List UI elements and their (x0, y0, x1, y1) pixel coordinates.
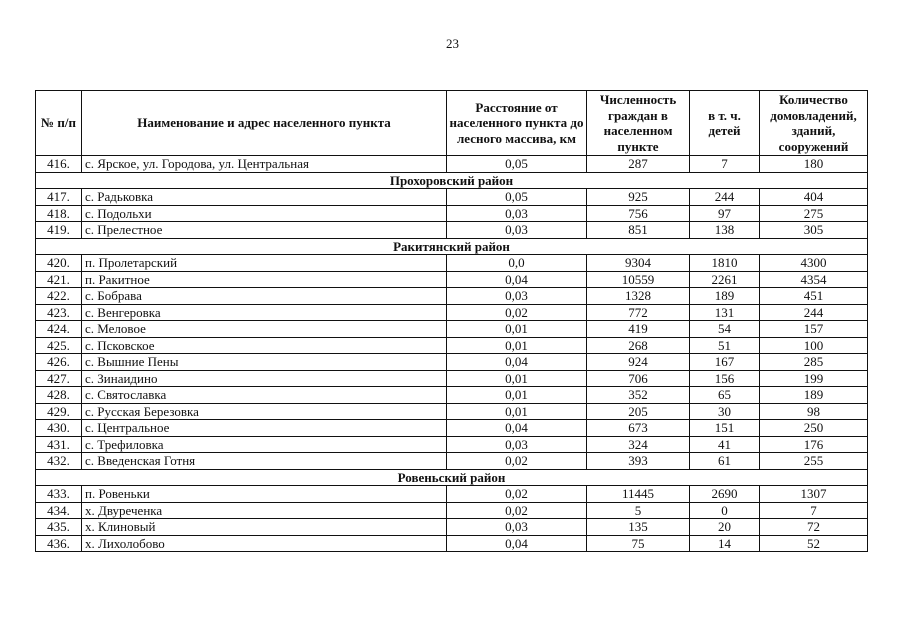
distance-cell: 0,05 (447, 189, 587, 206)
settlement-name: х. Двуреченка (82, 502, 447, 519)
population-cell: 851 (587, 222, 690, 239)
population-cell: 673 (587, 420, 690, 437)
header-num: № п/п (36, 91, 82, 156)
distance-cell: 0,01 (447, 370, 587, 387)
children-cell: 51 (690, 337, 760, 354)
settlement-name: с. Святославка (82, 387, 447, 404)
households-cell: 285 (760, 354, 868, 371)
settlement-name: с. Трефиловка (82, 436, 447, 453)
population-cell: 11445 (587, 486, 690, 503)
households-cell: 157 (760, 321, 868, 338)
households-cell: 72 (760, 519, 868, 536)
row-number: 427. (36, 370, 82, 387)
children-cell: 7 (690, 156, 760, 173)
households-cell: 1307 (760, 486, 868, 503)
distance-cell: 0,0 (447, 255, 587, 272)
row-number: 419. (36, 222, 82, 239)
row-number: 426. (36, 354, 82, 371)
header-name: Наименование и адрес населенного пункта (82, 91, 447, 156)
table-row (36, 271, 868, 288)
distance-cell: 0,03 (447, 519, 587, 536)
table-row (36, 370, 868, 387)
distance-cell: 0,03 (447, 222, 587, 239)
children-cell: 2690 (690, 486, 760, 503)
settlement-name: с. Введенская Готня (82, 453, 447, 470)
settlement-name: с. Псковское (82, 337, 447, 354)
table-row (36, 321, 868, 338)
households-cell: 98 (760, 403, 868, 420)
distance-cell: 0,04 (447, 354, 587, 371)
distance-cell: 0,05 (447, 156, 587, 173)
table-row (36, 189, 868, 206)
district-name: Ракитянский район (36, 238, 868, 255)
households-cell: 404 (760, 189, 868, 206)
settlement-name: х. Клиновый (82, 519, 447, 536)
population-cell: 268 (587, 337, 690, 354)
row-number: 431. (36, 436, 82, 453)
distance-cell: 0,04 (447, 271, 587, 288)
settlement-name: с. Радьковка (82, 189, 447, 206)
district-header-row (36, 469, 868, 486)
children-cell: 14 (690, 535, 760, 552)
table-row (36, 255, 868, 272)
table-row (36, 205, 868, 222)
header-distance: Расстояние от населенного пункта до лесного массива, км (447, 91, 587, 156)
table-row (36, 304, 868, 321)
distance-cell: 0,01 (447, 403, 587, 420)
distance-cell: 0,02 (447, 453, 587, 470)
row-number: 430. (36, 420, 82, 437)
distance-cell: 0,01 (447, 387, 587, 404)
settlement-name: п. Ровеньки (82, 486, 447, 503)
row-number: 428. (36, 387, 82, 404)
table-row (36, 436, 868, 453)
row-number: 422. (36, 288, 82, 305)
population-cell: 287 (587, 156, 690, 173)
children-cell: 244 (690, 189, 760, 206)
households-cell: 189 (760, 387, 868, 404)
table-row (36, 337, 868, 354)
population-cell: 9304 (587, 255, 690, 272)
settlement-name: с. Ярское, ул. Городова, ул. Центральная (82, 156, 447, 173)
population-cell: 393 (587, 453, 690, 470)
population-cell: 772 (587, 304, 690, 321)
table-row (36, 535, 868, 552)
distance-cell: 0,04 (447, 535, 587, 552)
households-cell: 7 (760, 502, 868, 519)
households-cell: 244 (760, 304, 868, 321)
table-body (36, 156, 868, 552)
households-cell: 199 (760, 370, 868, 387)
distance-cell: 0,03 (447, 288, 587, 305)
distance-cell: 0,03 (447, 205, 587, 222)
table-row (36, 519, 868, 536)
table-row (36, 420, 868, 437)
children-cell: 61 (690, 453, 760, 470)
population-cell: 925 (587, 189, 690, 206)
population-cell: 75 (587, 535, 690, 552)
table-header (36, 91, 868, 156)
table-row (36, 502, 868, 519)
settlement-name: с. Русская Березовка (82, 403, 447, 420)
population-cell: 324 (587, 436, 690, 453)
settlement-name: с. Венгеровка (82, 304, 447, 321)
children-cell: 20 (690, 519, 760, 536)
households-cell: 250 (760, 420, 868, 437)
population-cell: 1328 (587, 288, 690, 305)
population-cell: 135 (587, 519, 690, 536)
header-children: в т. ч. детей (690, 91, 760, 156)
children-cell: 138 (690, 222, 760, 239)
distance-cell: 0,02 (447, 304, 587, 321)
header-population: Численность граждан в населенном пункте (587, 91, 690, 156)
settlement-name: с. Прелестное (82, 222, 447, 239)
settlement-name: с. Подольхи (82, 205, 447, 222)
children-cell: 30 (690, 403, 760, 420)
row-number: 433. (36, 486, 82, 503)
children-cell: 54 (690, 321, 760, 338)
row-number: 432. (36, 453, 82, 470)
header-households: Количество домовладений, зданий, сооружений (760, 91, 868, 156)
table-row (36, 403, 868, 420)
children-cell: 65 (690, 387, 760, 404)
distance-cell: 0,01 (447, 321, 587, 338)
population-cell: 419 (587, 321, 690, 338)
table-row (36, 354, 868, 371)
households-cell: 180 (760, 156, 868, 173)
distance-cell: 0,02 (447, 502, 587, 519)
children-cell: 2261 (690, 271, 760, 288)
header-row (36, 91, 868, 156)
row-number: 435. (36, 519, 82, 536)
children-cell: 189 (690, 288, 760, 305)
households-cell: 52 (760, 535, 868, 552)
distance-cell: 0,02 (447, 486, 587, 503)
table-row (36, 156, 868, 173)
children-cell: 97 (690, 205, 760, 222)
households-cell: 451 (760, 288, 868, 305)
row-number: 429. (36, 403, 82, 420)
row-number: 434. (36, 502, 82, 519)
district-name: Ровеньский район (36, 469, 868, 486)
population-cell: 10559 (587, 271, 690, 288)
population-cell: 706 (587, 370, 690, 387)
district-header-row (36, 172, 868, 189)
table-row (36, 222, 868, 239)
table-row (36, 387, 868, 404)
row-number: 420. (36, 255, 82, 272)
distance-cell: 0,01 (447, 337, 587, 354)
settlement-name: с. Бобрава (82, 288, 447, 305)
households-cell: 255 (760, 453, 868, 470)
children-cell: 167 (690, 354, 760, 371)
population-cell: 5 (587, 502, 690, 519)
district-header-row (36, 238, 868, 255)
households-cell: 100 (760, 337, 868, 354)
households-cell: 4354 (760, 271, 868, 288)
settlement-name: п. Ракитное (82, 271, 447, 288)
settlements-table (35, 90, 868, 552)
population-cell: 924 (587, 354, 690, 371)
settlement-name: с. Вышние Пены (82, 354, 447, 371)
table-row (36, 486, 868, 503)
row-number: 425. (36, 337, 82, 354)
settlement-name: с. Зинаидино (82, 370, 447, 387)
households-cell: 4300 (760, 255, 868, 272)
distance-cell: 0,04 (447, 420, 587, 437)
population-cell: 352 (587, 387, 690, 404)
distance-cell: 0,03 (447, 436, 587, 453)
children-cell: 151 (690, 420, 760, 437)
table-row (36, 288, 868, 305)
row-number: 417. (36, 189, 82, 206)
children-cell: 1810 (690, 255, 760, 272)
page-number: 23 (446, 36, 459, 51)
households-cell: 305 (760, 222, 868, 239)
settlement-name: с. Меловое (82, 321, 447, 338)
table-row (36, 453, 868, 470)
population-cell: 756 (587, 205, 690, 222)
settlement-name: х. Лихолобово (82, 535, 447, 552)
row-number: 423. (36, 304, 82, 321)
households-cell: 275 (760, 205, 868, 222)
children-cell: 0 (690, 502, 760, 519)
children-cell: 131 (690, 304, 760, 321)
row-number: 424. (36, 321, 82, 338)
row-number: 436. (36, 535, 82, 552)
settlement-name: с. Центральное (82, 420, 447, 437)
settlement-name: п. Пролетарский (82, 255, 447, 272)
children-cell: 41 (690, 436, 760, 453)
district-name: Прохоровский район (36, 172, 868, 189)
row-number: 418. (36, 205, 82, 222)
population-cell: 205 (587, 403, 690, 420)
children-cell: 156 (690, 370, 760, 387)
households-cell: 176 (760, 436, 868, 453)
row-number: 421. (36, 271, 82, 288)
row-number: 416. (36, 156, 82, 173)
